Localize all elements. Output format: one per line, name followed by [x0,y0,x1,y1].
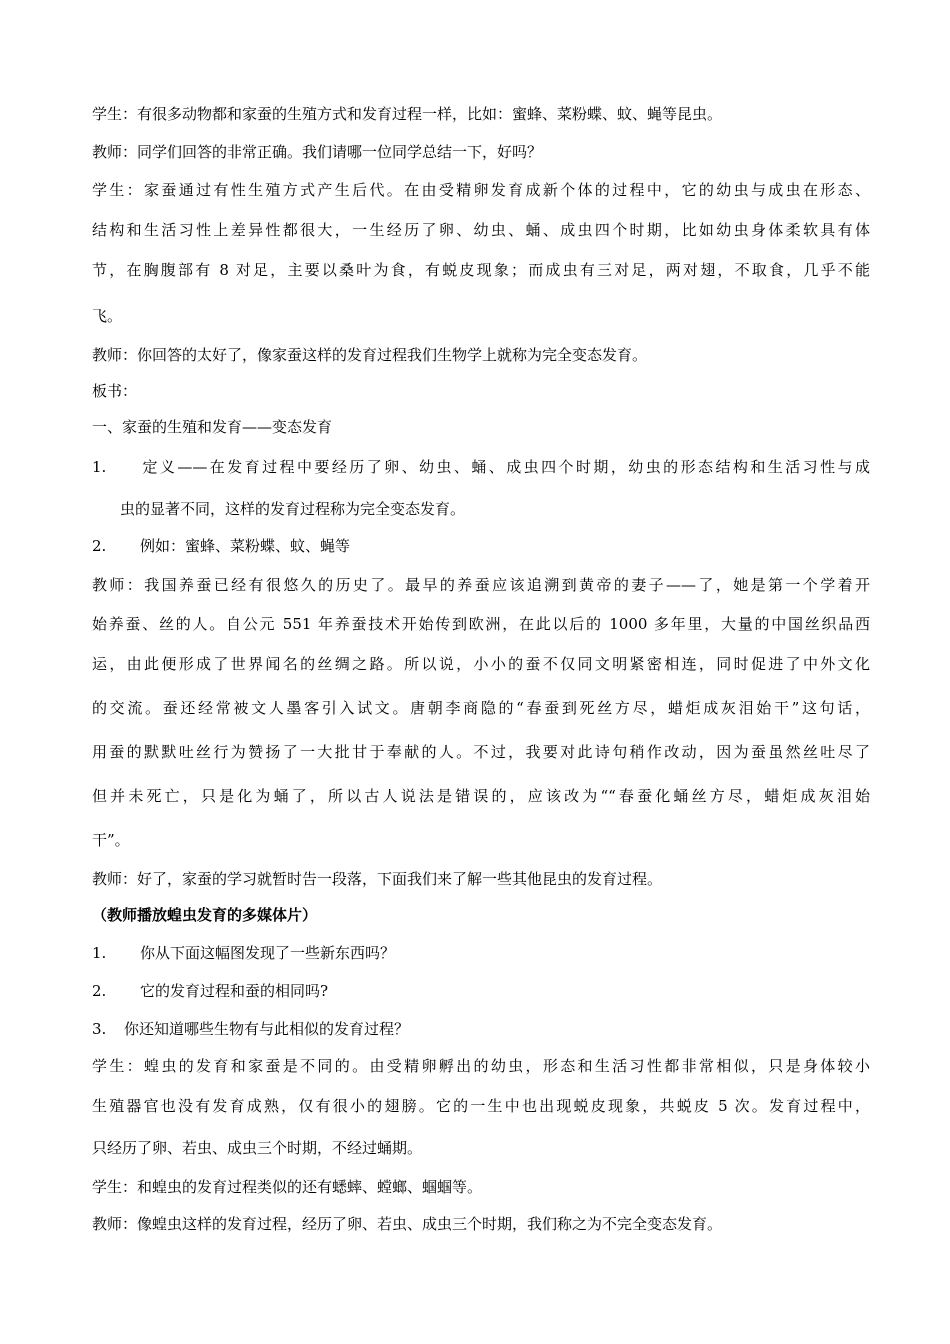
paragraph-line: 始养蚕、丝的人。自公元 551 年养蚕技术开始传到欧洲，在此以后的 1000 多年里，大量的中国丝织品西 [92,615,870,633]
paragraph-line: 学生：蝗虫的发育和家蚕是不同的。由受精卵孵出的幼虫，形态和生活习性都非常相似，只是身体较小 [92,1057,870,1075]
stage-direction: （教师播放蝗虫发育的多媒体片） [92,906,318,924]
list-text: 你还知道哪些生物有与此相似的发育过程？ [124,1020,410,1038]
paragraph-line: 教师：你回答的太好了，像家蚕这样的发育过程我们生物学上就称为完全变态发育。 [92,346,648,364]
paragraph-line: 教师：我国养蚕已经有很悠久的历史了。最早的养蚕应该追溯到黄帝的妻子——了，她是第一个学着开 [92,576,870,594]
paragraph-line: 生殖器官也没有发育成熟，仅有很小的翅膀。它的一生中也出现蜕皮现象，共蜕皮 5 次。发育过程中， [92,1097,870,1115]
list-number: 1. [92,458,107,476]
paragraph-line: 教师：像蝗虫这样的发育过程，经历了卵、若虫、成虫三个时期，我们称之为不完全变态发育。 [92,1215,723,1233]
section-heading: 一、家蚕的生殖和发育——变态发育 [92,418,333,436]
list-text: 它的发育过程和蚕的相同吗? [140,982,329,1000]
paragraph-line: 只经历了卵、若虫、成虫三个时期，不经过蛹期。 [92,1139,423,1157]
list-item [92,1019,870,1039]
list-text: 例如：蜜蜂、菜粉蝶、蚊、蝇等 [140,537,351,555]
list-number: 1. [92,944,107,962]
paragraph-line: 结构和生活习性上差异性都很大，一生经历了卵、幼虫、蛹、成虫四个时期，比如幼虫身体柔软具有体 [92,221,870,239]
board-heading: 板书： [92,382,138,400]
list-number: 2. [92,982,107,1000]
paragraph-line: 学生：家蚕通过有性生殖方式产生后代。在由受精卵发育成新个体的过程中，它的幼虫与成虫在形态、 [92,181,870,199]
list-number: 2. [92,537,107,555]
paragraph-line: 用蚕的默默吐丝行为赞扬了一大批甘于奉献的人。不过，我要对此诗句稍作改动，因为蚕虽然丝吐尽了 [92,743,870,761]
paragraph-line: 但并未死亡，只是化为蛹了，所以古人说法是错误的，应该改为““春蚕化蛹丝方尽，蜡炬成灰泪始 [92,787,870,805]
paragraph-line: 的交流。蚕还经常被文人墨客引入试文。唐朝李商隐的“春蚕到死丝方尽，蜡炬成灰泪始干”这句话， [92,699,870,717]
paragraph-line: 干”。 [92,831,130,849]
paragraph-line: 教师：同学们回答的非常正确。我们请哪一位同学总结一下，好吗？ [92,143,543,161]
paragraph-line: 飞。 [92,307,123,325]
list-number: 3. [92,1020,107,1038]
list-item [92,536,870,556]
paragraph-line: 运，由此便形成了世界闻名的丝绸之路。所以说，小小的蚕不仅同文明紧密相连，同时促进了中外文化 [92,655,870,673]
list-text: 你从下面这幅图发现了一些新东西吗？ [140,944,396,962]
list-item [92,981,870,1001]
paragraph-line: 节，在胸腹部有 8 对足，主要以桑叶为食，有蜕皮现象；而成虫有三对足，两对翅，不取食，几乎不能 [92,261,870,279]
paragraph-line: 学生：有很多动物都和家蚕的生殖方式和发育过程一样，比如：蜜蜂、菜粉蝶、蚊、蝇等昆虫。 [92,105,723,123]
list-text: 定义——在发育过程中要经历了卵、幼虫、蛹、成虫四个时期，幼虫的形态结构和生活习性与成 [140,458,870,476]
paragraph-line: 教师：好了，家蚕的学习就暂时告一段落，下面我们来了解一些其他昆虫的发育过程。 [92,870,663,888]
list-item [92,457,870,477]
list-item-continuation: 虫的显著不同，这样的发育过程称为完全变态发育。 [120,500,466,518]
list-item [92,943,870,963]
paragraph-line: 学生：和蝗虫的发育过程类似的还有蟋蟀、螳螂、蝈蝈等。 [92,1178,483,1196]
